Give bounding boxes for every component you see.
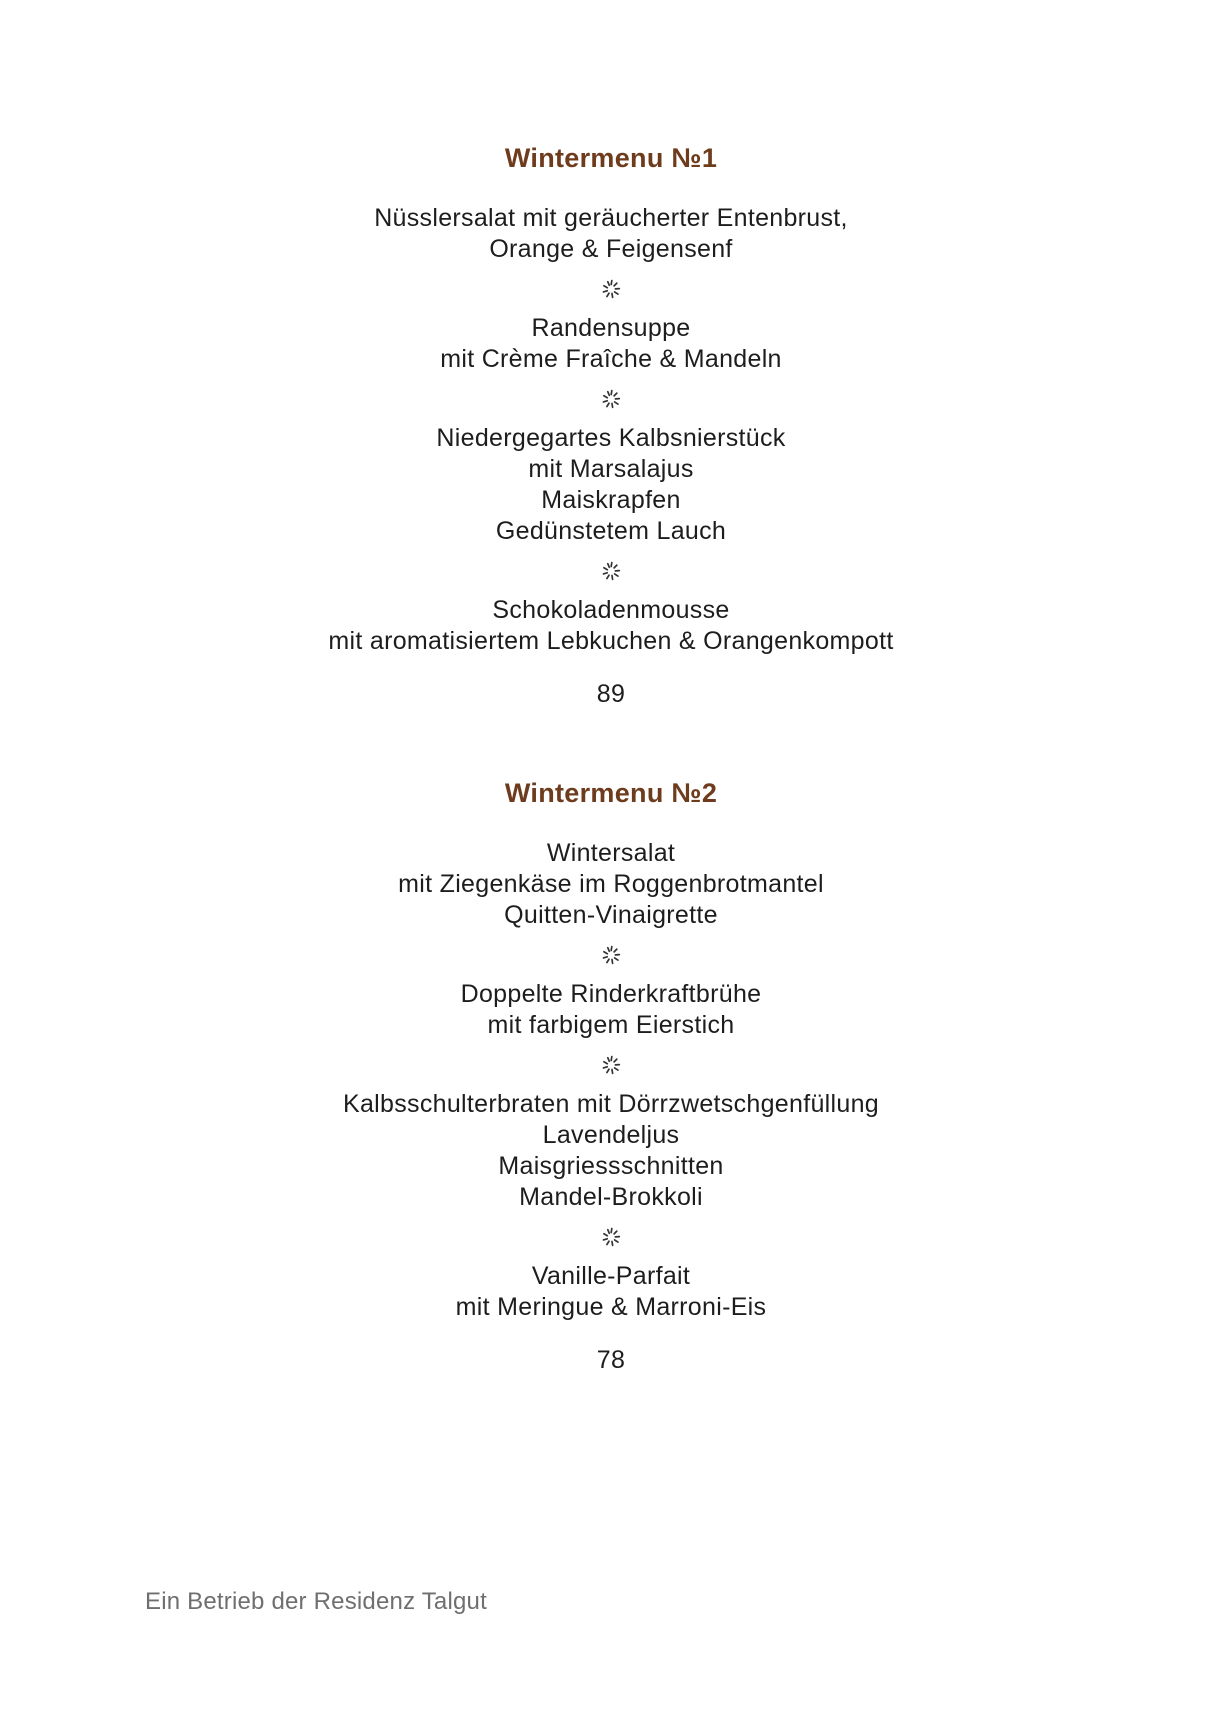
course-separator (0, 1222, 1222, 1252)
menu-1-price: 89 (596, 680, 626, 708)
course-line: mit aromatisiertem Lebkuchen & Orangenkompott (328, 627, 894, 655)
course-line: Gedünstetem Lauch (495, 517, 727, 545)
course-line: Niedergegartes Kalbsnierstück (436, 424, 786, 452)
course-separator (0, 384, 1222, 414)
course-line: mit Meringue & Marroni-Eis (455, 1293, 767, 1321)
course-line: Lavendeljus (542, 1121, 680, 1149)
course-line: Maisgriessschnitten (498, 1152, 724, 1180)
course-separator (0, 940, 1222, 970)
sparkle-separator-icon (599, 1225, 623, 1249)
course-separator (0, 556, 1222, 586)
course (0, 838, 1222, 931)
sparkle-separator-icon (599, 559, 623, 583)
sparkle-separator-icon (599, 277, 623, 301)
course-separator (0, 274, 1222, 304)
course-line: Quitten-Vinaigrette (504, 901, 718, 929)
menu-2-heading: Wintermenu №2 (504, 778, 718, 808)
course (0, 1089, 1222, 1213)
course-separator (0, 1050, 1222, 1080)
course-line: mit farbigem Eierstich (487, 1011, 735, 1039)
course (0, 313, 1222, 375)
course-line: Nüsslersalat mit geräucherter Entenbrust, (374, 204, 848, 232)
footer-text: Ein Betrieb der Residenz Talgut (145, 1588, 487, 1615)
menu-section-2 (0, 776, 1222, 1376)
course-line: Mandel-Brokkoli (519, 1183, 703, 1211)
course-line: mit Crème Fraîche & Mandeln (440, 345, 782, 373)
course-line: Orange & Feigensenf (489, 235, 733, 263)
sparkle-separator-icon (599, 1053, 623, 1077)
course-line: mit Ziegenkäse im Roggenbrotmantel (398, 870, 824, 898)
sparkle-separator-icon (599, 387, 623, 411)
course-line: Wintersalat (546, 839, 676, 867)
sparkle-separator-icon (599, 943, 623, 967)
course-line: Randensuppe (531, 314, 691, 342)
course-line: Maiskrapfen (541, 486, 681, 514)
course (0, 595, 1222, 657)
course (0, 979, 1222, 1041)
course-line: Vanille-Parfait (531, 1262, 691, 1290)
course (0, 1261, 1222, 1323)
course (0, 203, 1222, 265)
menu-section-1 (0, 141, 1222, 710)
course-line: mit Marsalajus (528, 455, 694, 483)
menu-1-heading: Wintermenu №1 (504, 143, 718, 173)
course (0, 423, 1222, 547)
menu-2-price: 78 (596, 1346, 626, 1374)
course-line: Kalbsschulterbraten mit Dörrzwetschgenfüllung (343, 1090, 879, 1118)
course-line: Doppelte Rinderkraftbrühe (460, 980, 762, 1008)
course-line: Schokoladenmousse (492, 596, 730, 624)
